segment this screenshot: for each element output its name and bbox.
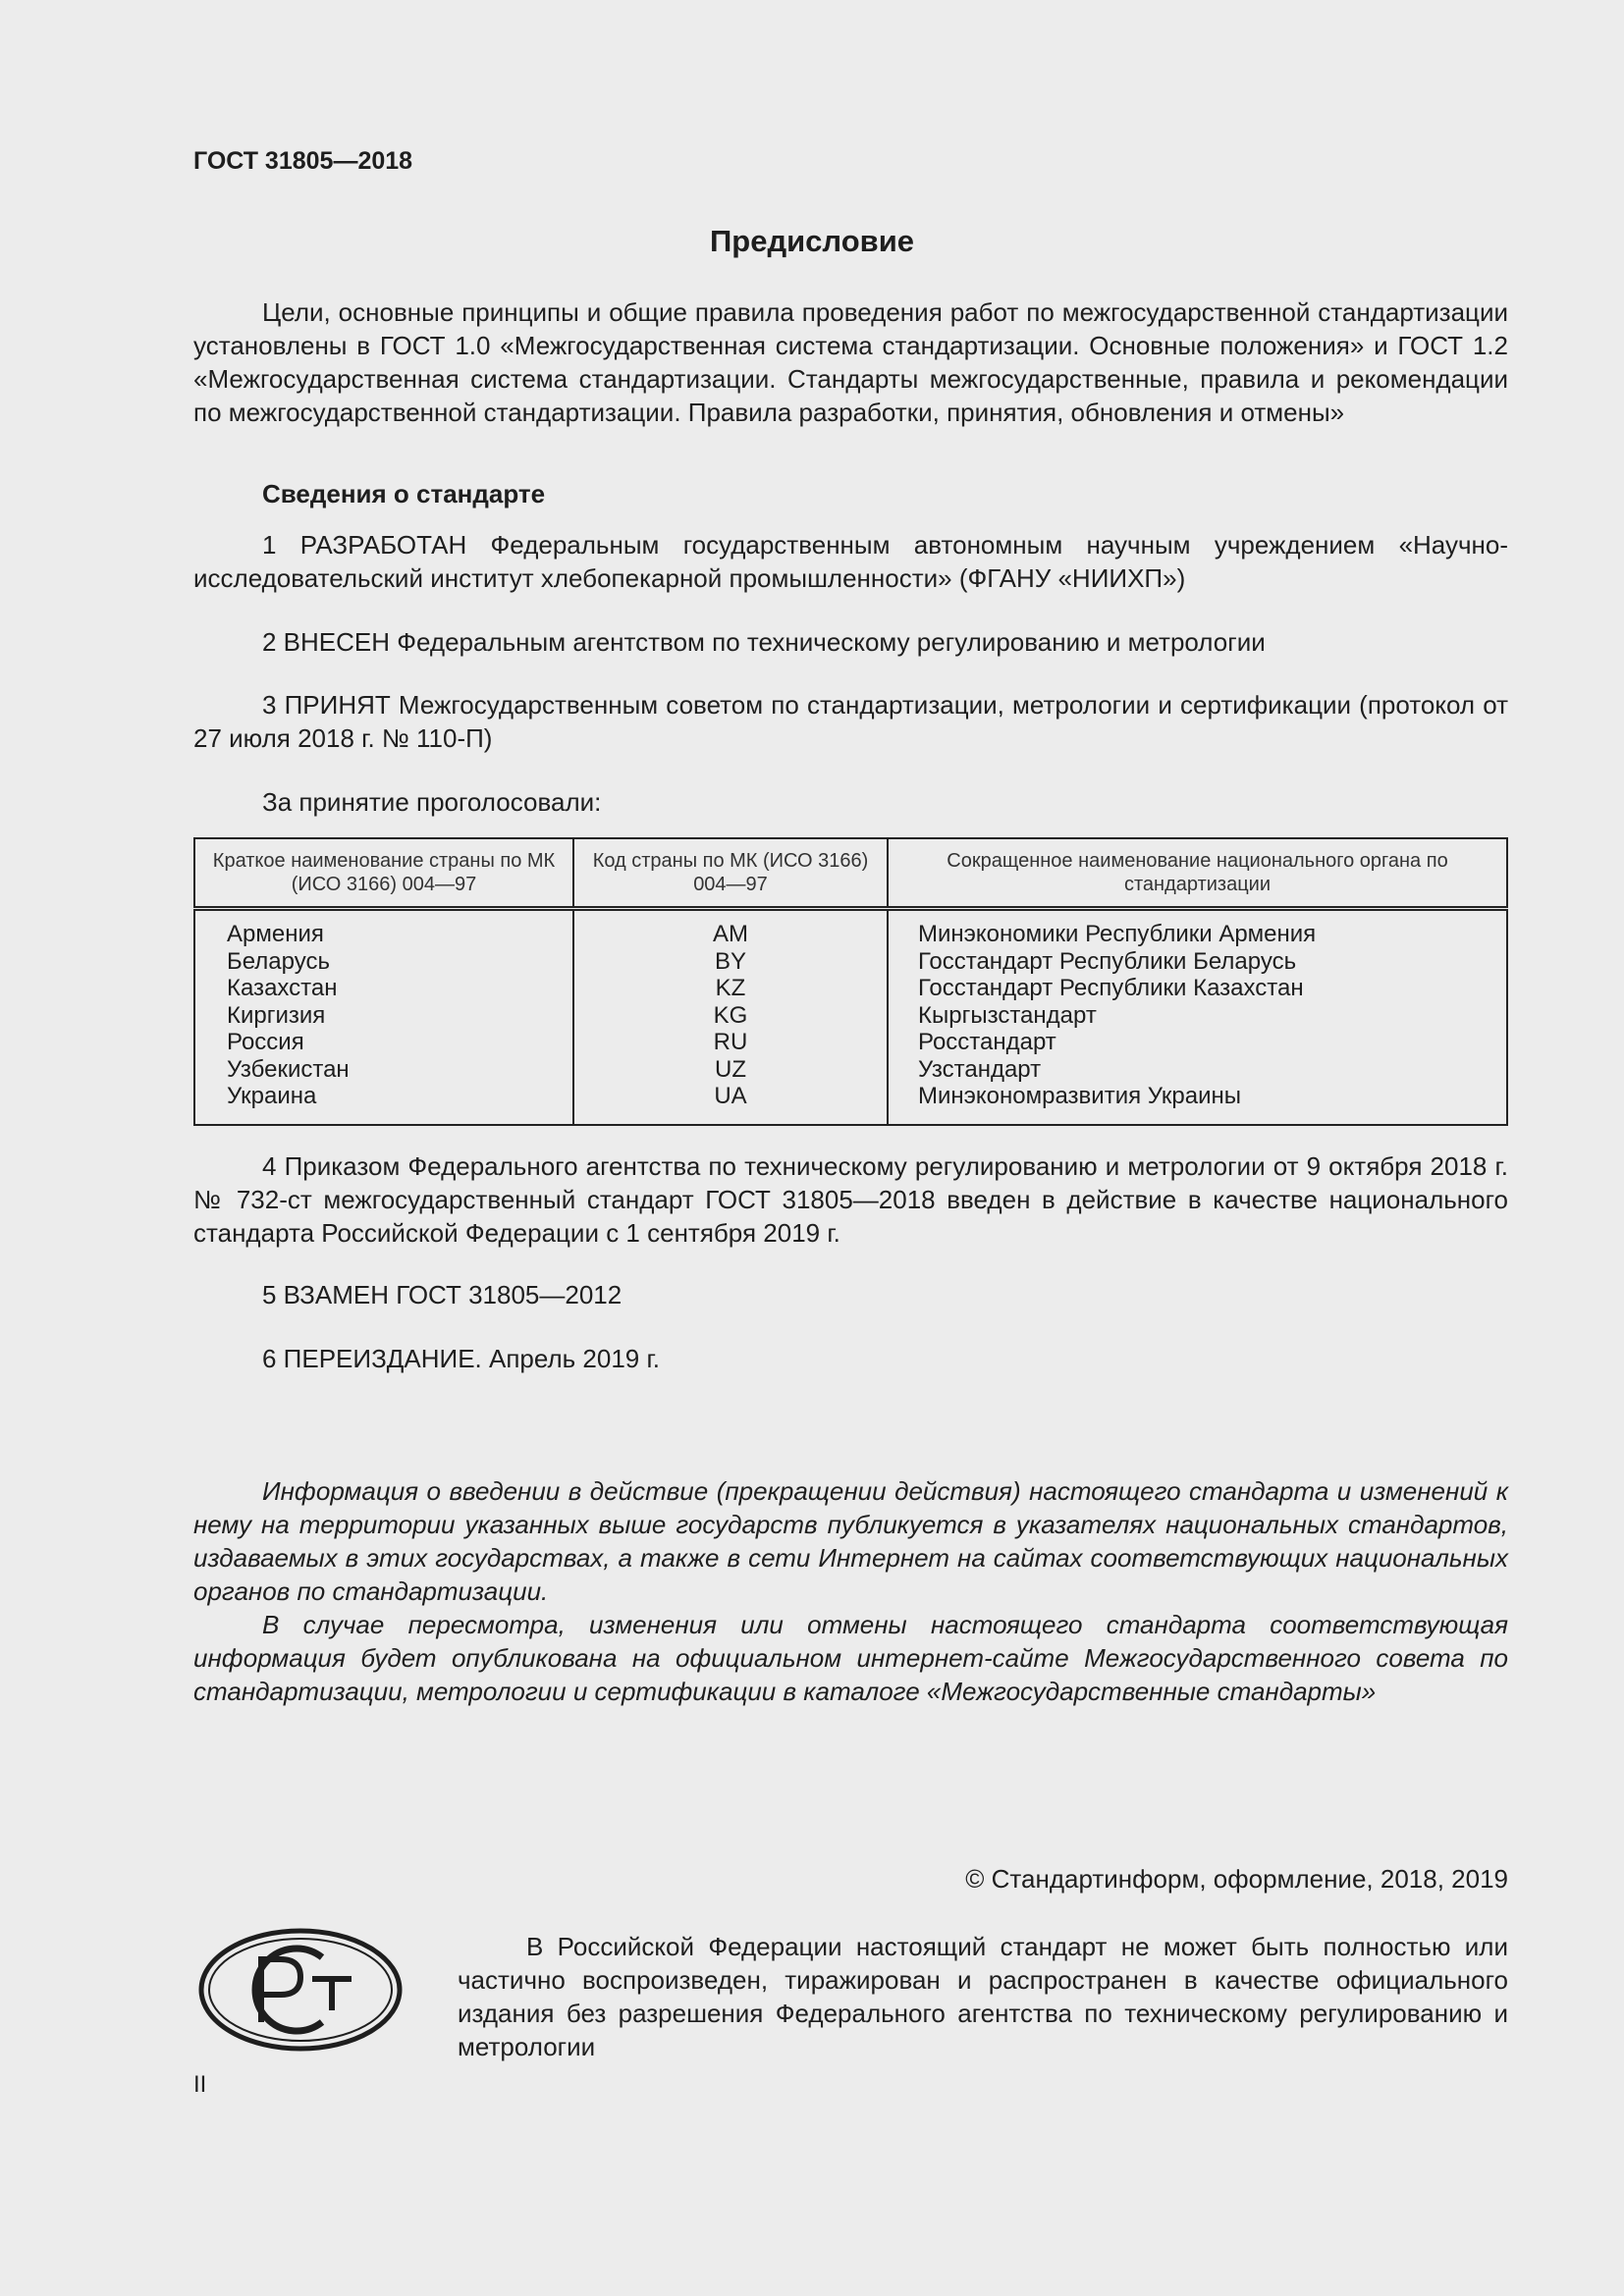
standards-body: Госстандарт Республики Казахстан	[918, 975, 1304, 1001]
country-name: Беларусь	[194, 948, 573, 976]
country-name: Россия	[194, 1029, 573, 1056]
table-row	[194, 1056, 1507, 1084]
standards-body: Минэкономики Республики Армения	[918, 921, 1317, 947]
country-name: Украина	[194, 1083, 573, 1125]
reproduction-notice: В Российской Федерации настоящий стандарт не может быть полностью или частично воспроизведен, тиражирован и распространен в качестве официального издания без разрешения Федерального агентства по техническому регулированию и метрологии	[458, 1932, 1508, 2061]
rst-certification-logo-icon	[196, 1926, 405, 2054]
item-introduced: 2 ВНЕСЕН Федеральным агентством по техническому регулированию и метрологии	[262, 627, 1266, 657]
standards-body: Узстандарт	[918, 1055, 1042, 1083]
table-row	[194, 1029, 1507, 1056]
table-row	[194, 1083, 1507, 1125]
table-row	[194, 1002, 1507, 1030]
info-note-revision: В случае пересмотра, изменения или отмены настоящего стандарта соответствующая информация будет опубликована на официальном интернет-сайте Межгосударственного совета по стандартизации, метрологии и сертификации в каталоге «Межгосударственные стандарты»	[193, 1610, 1508, 1706]
country-name: Узбекистан	[194, 1056, 573, 1084]
standards-body: Минэкономразвития Украины	[918, 1083, 1242, 1109]
table-row	[194, 909, 1507, 948]
item-voted: За принятие проголосовали:	[262, 787, 602, 817]
country-code: UA	[573, 1083, 888, 1125]
item-developed: 1 РАЗРАБОТАН Федеральным государственным автономным научным учреждением «Научно-исследовательский институт хлебопекарной промышленности» (ФГАНУ «НИИХП»)	[193, 530, 1508, 593]
column-header-code: Код страны по МК (ИСО 3166) 004—97	[573, 838, 888, 909]
country-code: KZ	[573, 975, 888, 1002]
standards-body: Госстандарт Республики Беларусь	[918, 947, 1297, 975]
info-heading: Сведения о стандарте	[262, 479, 546, 508]
country-code: AM	[573, 909, 888, 948]
country-name: Киргизия	[194, 1002, 573, 1030]
column-header-authority: Сокращенное наименование национального органа по стандартизации	[888, 838, 1507, 909]
info-note-publication: Информация о введении в действие (прекращении действия) настоящего стандарта и изменений к нему на территории указанных выше государств публикуется в указателях национальных стандартов, издаваемых в этих государствах, а также в сети Интернет на сайтах соответствующих национальных органов по стандартизации.	[193, 1476, 1508, 1606]
item-reissue: 6 ПЕРЕИЗДАНИЕ. Апрель 2019 г.	[262, 1344, 661, 1373]
voting-countries-table	[193, 837, 1508, 1126]
table-row	[194, 948, 1507, 976]
country-code: UZ	[573, 1056, 888, 1084]
standards-body: Росстандарт	[918, 1029, 1056, 1055]
table-header-row	[194, 838, 1507, 909]
item-adopted: 3 ПРИНЯТ Межгосударственным советом по стандартизации, метрологии и сертификации (протокол от 27 июля 2018 г. № 110-П)	[193, 690, 1508, 753]
copyright-line: © Стандартинформ, оформление, 2018, 2019	[965, 1864, 1508, 1894]
column-header-country: Краткое наименование страны по МК (ИСО 3166) 004—97	[194, 838, 573, 909]
standards-body: Кыргызстандарт	[918, 1001, 1097, 1029]
country-code: KG	[573, 1002, 888, 1030]
country-code: RU	[573, 1029, 888, 1056]
country-name: Казахстан	[194, 975, 573, 1002]
item-order: 4 Приказом Федерального агентства по техническому регулированию и метрологии от 9 октября 2018 г. № 732-ст межгосударственный стандарт ГОСТ 31805—2018 введен в действие в качестве национального стандарта Российской Федерации с 1 сентября 2019 г.	[193, 1151, 1508, 1248]
table-row	[194, 975, 1507, 1002]
page-title: Предисловие	[709, 224, 914, 258]
intro-paragraph: Цели, основные принципы и общие правила проведения работ по межгосударственной стандартизации установлены в ГОСТ 1.0 «Межгосударственная система стандартизации. Основные положения» и ГОСТ 1.2 «Межгосударственная система стандартизации. Стандарты межгосударственные, правила и рекомендации по межгосударственной стандартизации. Правила разработки, принятия, обновления и отмены»	[193, 297, 1508, 427]
document-code: ГОСТ 31805—2018	[193, 147, 413, 175]
country-name: Армения	[194, 909, 573, 948]
page-number: II	[193, 2071, 207, 2098]
item-replaces: 5 ВЗАМЕН ГОСТ 31805—2012	[262, 1280, 623, 1309]
country-code: BY	[573, 948, 888, 976]
